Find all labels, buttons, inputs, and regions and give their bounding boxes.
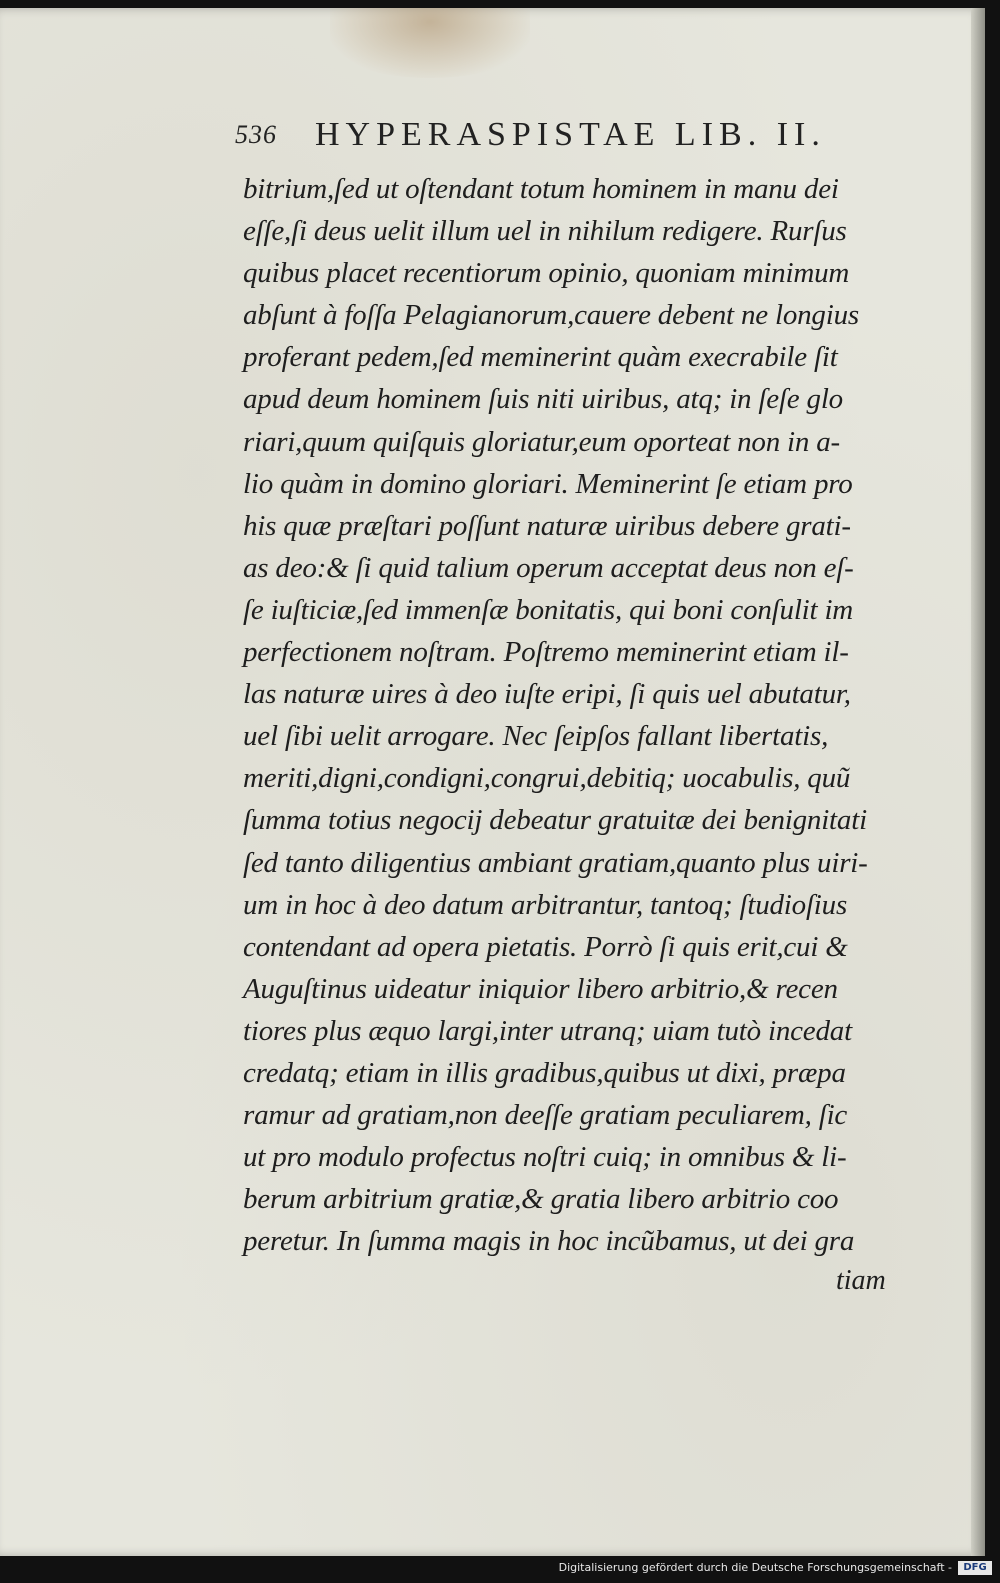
text-line: eſſe,ſi deus uelit illum uel in nihilum redigere. Rurſus xyxy=(243,215,847,248)
text-line: credatq; etiam in illis gradibus,quibus ut dixi, præpa xyxy=(243,1056,846,1089)
body-text xyxy=(243,168,913,1262)
text-line: proferant pedem,ſed meminerint quàm execrabile ſit xyxy=(243,341,838,374)
text-line: um in hoc à deo datum arbitrantur, tantoq; ſtudioſius xyxy=(243,888,848,921)
text-line: ſe iuſticiæ,ſed immenſæ bonitatis, qui boni conſulit im xyxy=(243,593,854,626)
text-line: lio quàm in domino gloriari. Meminerint ſe etiam pro xyxy=(243,467,853,500)
text-line: ſed tanto diligentius ambiant gratiam,quanto plus uiri- xyxy=(243,846,868,879)
dfg-credit: Digitalisierung gefördert durch die Deutsche Forschungsgemeinschaft - xyxy=(558,1561,952,1574)
book-page xyxy=(0,8,985,1556)
text-line: ut pro modulo profectus noſtri cuiq; in omnibus & li- xyxy=(243,1141,847,1174)
text-line: peretur. In ſumma magis in hoc incũbamus, ut dei gra xyxy=(243,1225,855,1258)
text-line: perfectionem noſtram. Poſtremo meminerint etiam il- xyxy=(243,636,849,669)
text-line: meriti,digni,condigni,congrui,debitiq; uocabulis, quũ xyxy=(243,762,851,795)
dfg-logo: DFG xyxy=(958,1561,992,1575)
text-line: as deo:& ſi quid talium operum acceptat deus non eſ- xyxy=(243,551,854,584)
catchword: tiam xyxy=(836,1265,886,1296)
page-header xyxy=(235,116,895,160)
text-line: bitrium,ſed ut oſtendant totum hominem in manu dei xyxy=(243,173,839,205)
text-line: ſumma totius negocij debeatur gratuitæ dei benignitati xyxy=(243,804,867,837)
text-line: abſunt à foſſa Pelagianorum,cauere debent ne longius xyxy=(243,299,859,332)
text-line: uel ſibi uelit arrogare. Nec ſeipſos fallant libertatis, xyxy=(243,720,829,753)
text-line: his quæ præſtari poſſunt naturæ uiribus debere grati- xyxy=(243,509,851,542)
text-line: las naturæ uires à deo iuſte eripi, ſi quis uel abutatur, xyxy=(243,678,851,711)
water-stain xyxy=(330,8,530,78)
text-line: apud deum hominem ſuis niti uiribus, atq; in ſeſe glo xyxy=(243,383,843,416)
text-line: ramur ad gratiam,non deeſſe gratiam peculiarem, ſic xyxy=(243,1099,848,1132)
page-edge xyxy=(971,8,985,1556)
text-line: riari,quum quiſquis gloriatur,eum oporteat non in a- xyxy=(243,425,841,458)
page-number: 536 xyxy=(235,120,277,149)
text-line: berum arbitrium gratiæ,& gratia libero arbitrio coo xyxy=(243,1183,839,1216)
text-line: tiores plus æquo largi,inter utranq; uiam tutò incedat xyxy=(243,1014,852,1047)
text-line: quibus placet recentiorum opinio, quoniam minimum xyxy=(243,257,850,290)
text-line: contendant ad opera pietatis. Porrò ſi quis erit,cui & xyxy=(243,930,848,963)
running-head: HYPERASPISTAE LIB. II. xyxy=(315,116,826,153)
text-line: Auguſtinus uideatur iniquior libero arbitrio,& recen xyxy=(243,972,838,1005)
